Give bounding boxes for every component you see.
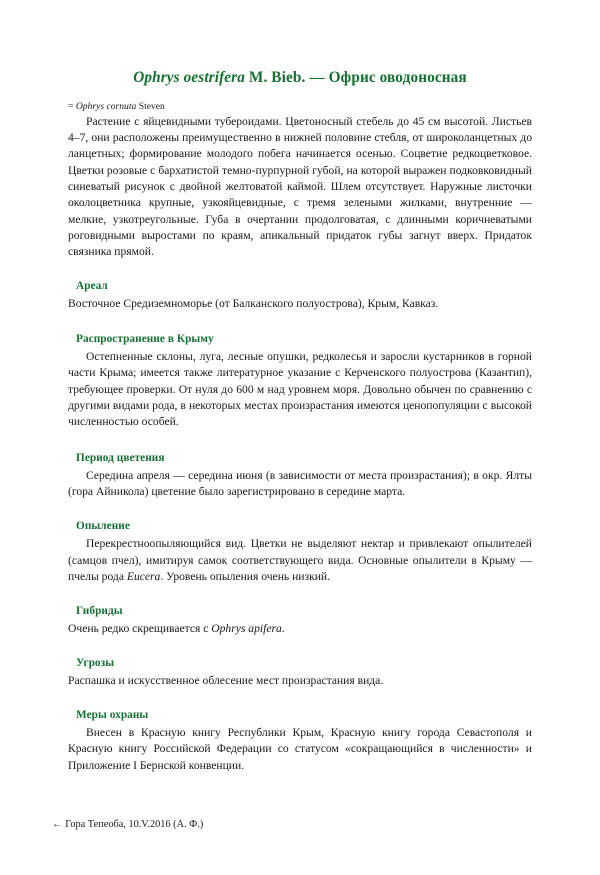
synonym-line — [68, 101, 532, 113]
description-paragraph: Растение с яйцевидными тубероидами. Цветоносный стебель до 45 см высотой. Листьев 4–7, они расположены преимущественно в нижней половине стебля, от широколанцетных до ланцетных; формирование молодого побега начинается осенью. Соцветие редкоцветковое. Цветки розовые с бархатистой темно-пурпурной губой, на которой выражен подковковидный синеватый рисунок с двойной желтоватой каймой. Шлем отсутствует. Наружные листочки околоцветника крупные, узкояйцевидные, с тремя зелеными жилками, внутренние — мелкие, узкотреугольные. Губа в очертании продолговатая, с длинными коричневатыми роговидными выростами по краям, апикальный придаток губы загнут вверх. Придаток связника прямой. — [68, 114, 532, 259]
synonym-authority: Steven — [138, 101, 165, 113]
section-heading-mery-ohrany: Меры охраны — [76, 709, 149, 722]
gibridy-text-after: . — [281, 622, 285, 636]
gibridy-text-before: Очень редко скрещивается с — [68, 622, 212, 636]
page-title — [68, 68, 532, 87]
section-heading-areal: Ареал — [76, 279, 108, 292]
section-heading-opylenie: Опыление — [76, 520, 130, 533]
section-heading-period-cveteniya: Период цветения — [76, 451, 165, 464]
section-text-ugrozy: Распашка и искусственное облесение мест произрастания вида. — [68, 673, 384, 687]
section-heading-ugrozy: Угрозы — [76, 656, 115, 669]
document-content — [68, 0, 532, 774]
opylenie-text-before: Перекрестноопыляющийся вид. Цветки не выделяют нектар и привлекают опылителей (самцов пчел), имитируя самок соответствующего вида. Основные опылители в Крыму — пчелы рода — [68, 537, 532, 584]
title-authority-text: M. Bieb. — [248, 69, 306, 86]
section-rasprostranenie — [68, 332, 532, 431]
section-text-period-cveteniya: Середина апреля — середина июня (в зависимости от места произрастания); в окр. Ялты (гора Айникола) цветение было зарегистрировано в середине марта. — [68, 468, 532, 499]
opylenie-text-after: . Уровень опыления очень низкий. — [160, 570, 331, 584]
gibridy-species-italic: Ophrys apifera — [211, 622, 282, 636]
figure-caption-text: Гора Тепеоба, 10.V.2016 (А. Ф.) — [65, 819, 204, 830]
section-ugrozy — [68, 656, 532, 689]
section-text-opylenie — [68, 536, 532, 585]
title-dash: — — [309, 69, 325, 86]
title-species-name: Ophrys oestrifera — [133, 69, 245, 86]
synonym-species-name: Ophrys cornuta — [75, 101, 137, 113]
section-heading-gibridy: Гибриды — [76, 605, 123, 618]
section-mery-ohrany — [68, 708, 532, 774]
section-areal — [68, 279, 532, 312]
section-text-rasprostranenie: Остепненные склоны, луга, лесные опушки, редколесья и заросли кустарников в горной части Крыма; имеется также литературное указание с Керченского полуострова (Казантип), требующее проверки. От нуля до 600 м над уровнем моря. Довольно обычен по сравнению с другими видами рода, в некоторых местах произрастания имеются ценопопуляции с высокой численностью особей. — [68, 350, 532, 429]
section-opylenie — [68, 519, 532, 585]
section-heading-rasprostranenie: Распространение в Крыму — [76, 333, 214, 346]
synonym-equals-sign: = — [68, 101, 74, 113]
section-gibridy — [68, 604, 532, 637]
section-text-areal: Восточное Средиземноморье (от Балканского полуострова), Крым, Кавказ. — [68, 296, 439, 310]
section-text-mery-ohrany: Внесен в Красную книгу Республики Крым, Красную книгу города Севастополя и Красную книгу Российской Федерации со статусом «сокращающийся в численности» и Приложение I Бернской конвенции. — [68, 726, 532, 772]
figure-caption — [52, 818, 203, 832]
section-period-cveteniya — [68, 451, 532, 501]
opylenie-genus-italic: Eucera — [126, 570, 161, 584]
section-text-gibridy — [68, 621, 532, 637]
title-russian-name: Офрис оводоносная — [328, 69, 467, 86]
left-arrow-icon: ← — [52, 819, 63, 830]
